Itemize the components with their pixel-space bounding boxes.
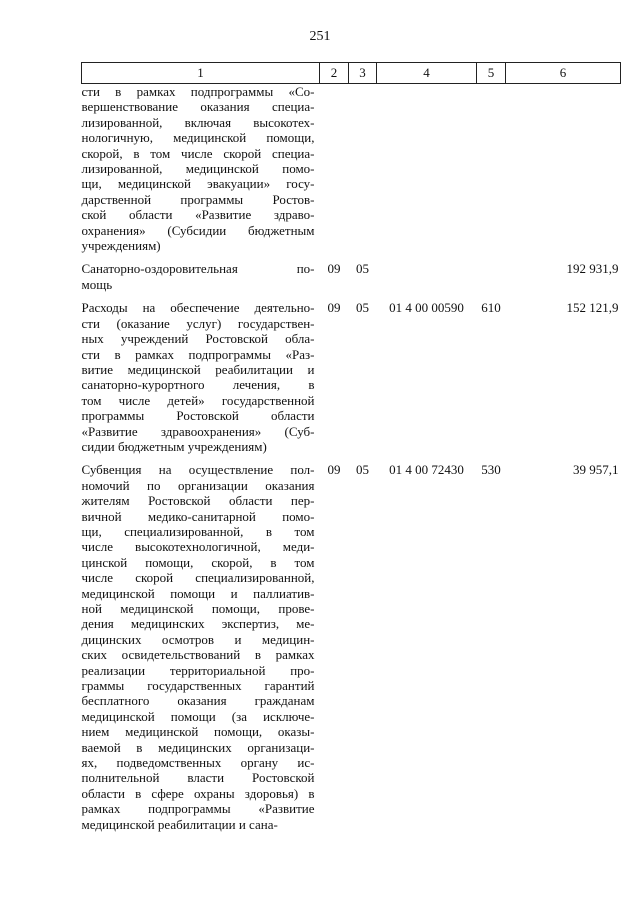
description-line: медицинской помощи (за исключе- <box>81 708 315 724</box>
description-line: щи, специализированной, в том <box>81 523 315 539</box>
column-header-6: 6 <box>506 63 621 84</box>
amount: 39 957,1 <box>573 462 619 478</box>
section-code: 09 <box>327 300 341 316</box>
description-line: ских освидетельствований в рамках <box>81 647 315 663</box>
description-line: дицинских осмотров и медицин- <box>81 631 315 647</box>
target-article-code: 01 4 00 72430 <box>389 462 464 478</box>
expense-type-code <box>477 253 506 292</box>
description-line: полнительной власти Ростовской <box>81 770 315 786</box>
description-line: мощь <box>81 276 113 292</box>
column-header-3: 3 <box>349 63 377 84</box>
table-header-row <box>82 63 621 84</box>
description-line: цинской помощи, скорой, в том <box>81 554 315 570</box>
description-line: дения медицинских экспертиз, ме- <box>81 616 315 632</box>
description-line: скорой, в том числе скорой специа- <box>81 145 315 161</box>
column-header-2: 2 <box>320 63 349 84</box>
description-line: Расходы на обеспечение деятельно- <box>81 300 315 316</box>
description-line: «Развитие здравоохранения» (Суб- <box>81 423 315 439</box>
section-code: 09 <box>327 261 341 277</box>
page-number: 251 <box>309 29 331 44</box>
description-line: сидии бюджетным учреждениям) <box>81 438 267 454</box>
description-line: нологичную, медицинской помощи, <box>81 130 315 146</box>
subsection-code: 05 <box>356 462 369 478</box>
target-article-code: 01 4 00 00590 <box>389 300 464 316</box>
description-line: медицинской помощи и паллиатив- <box>81 585 315 601</box>
description-line: программы Ростовской области <box>81 408 315 424</box>
column-header-4: 4 <box>377 63 477 84</box>
description-line: сти в рамках подпрограммы «Со- <box>81 84 315 99</box>
description-line: ных учреждений Ростовской обла- <box>81 331 315 347</box>
table-row <box>82 292 621 454</box>
amount: 152 121,9 <box>566 300 619 316</box>
expense-type-code <box>477 84 506 254</box>
amount: 192 931,9 <box>566 261 619 277</box>
description-line: нием медицинской помощи, оказы- <box>81 724 315 740</box>
section-code <box>320 84 349 254</box>
description-line: ной медицинской помощи, прове- <box>81 601 315 616</box>
description-line: ской области «Развитие здраво- <box>81 207 315 223</box>
table-row <box>82 454 621 832</box>
description-line: области в сфере охраны здоровья) в <box>81 785 315 801</box>
table-body <box>82 84 621 833</box>
description-line: сти (оказание услуг) государствен- <box>81 315 315 331</box>
budget-table <box>81 62 621 832</box>
description-line: вершенствование оказания специа- <box>81 99 315 115</box>
description-line: витие медицинской реабилитации и <box>81 361 315 377</box>
subsection-code: 05 <box>356 300 369 316</box>
description-line: лизированной, включая высокотех- <box>81 114 315 130</box>
description-line: числе высокотехнологичной, меди- <box>81 539 315 555</box>
description-line: сти в рамках подпрограммы «Раз- <box>81 346 315 362</box>
description-line: бесплатного оказания гражданам <box>81 693 315 709</box>
target-article-code <box>377 253 477 292</box>
subsection-code: 05 <box>356 261 369 277</box>
description-line: лизированной, медицинской помо- <box>81 161 315 177</box>
expense-type-code: 530 <box>481 462 501 478</box>
subsection-code <box>349 84 377 254</box>
description-line: Санаторно-оздоровительная по- <box>81 261 315 277</box>
row-description <box>82 292 320 454</box>
description-line: числе скорой специализированной, <box>81 570 315 586</box>
description-line: охранения» (Субсидии бюджетным <box>81 222 315 238</box>
description-line: учреждениям) <box>81 238 161 254</box>
description-line: граммы государственных гарантий <box>81 678 315 694</box>
description-line: номочий по организации оказания <box>81 477 315 493</box>
description-line: медицинской реабилитации и сана- <box>81 816 278 832</box>
description-line: рамках подпрограммы «Развитие <box>81 801 315 817</box>
row-description <box>82 253 320 292</box>
expense-type-code: 610 <box>481 300 501 316</box>
table-row <box>82 253 621 292</box>
description-line: том числе детей» государственной <box>81 392 315 408</box>
description-line: щи, медицинской эвакуации» госу- <box>81 176 315 192</box>
description-line: Субвенция на осуществление пол- <box>81 462 315 478</box>
description-line: жителям Ростовской области пер- <box>81 493 315 509</box>
description-line: дарственной программы Ростов- <box>81 191 315 207</box>
row-description <box>82 454 320 832</box>
section-code: 09 <box>327 462 341 478</box>
table-row <box>82 84 621 254</box>
amount <box>506 84 621 254</box>
description-line: санаторно-курортного лечения, в <box>81 377 315 393</box>
target-article-code <box>377 84 477 254</box>
description-line: реализации территориальной про- <box>81 662 315 678</box>
row-description <box>82 84 320 254</box>
description-line: ях, подведомственных органу ис- <box>81 755 315 771</box>
column-header-1: 1 <box>82 63 320 84</box>
column-header-5: 5 <box>477 63 506 84</box>
description-line: ваемой в медицинских организаци- <box>81 739 315 755</box>
description-line: вичной медико-санитарной помо- <box>81 508 315 524</box>
